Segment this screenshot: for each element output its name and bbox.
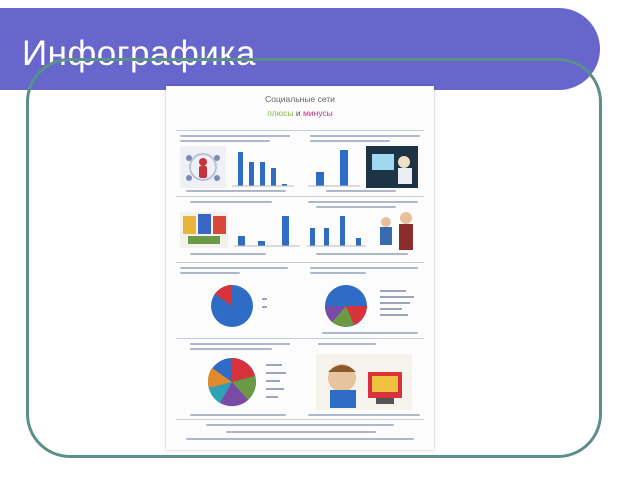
illegible-caption (316, 253, 408, 255)
family-illustration (372, 210, 420, 252)
pie-chart-1 (206, 282, 290, 330)
poster-title: Социальные сети (265, 94, 335, 104)
illegible-caption (316, 206, 396, 208)
illegible-caption (326, 190, 396, 192)
illegible-caption (310, 135, 420, 137)
illegible-caption (190, 414, 286, 416)
illegible-caption (190, 201, 272, 203)
illegible-footer-text (226, 431, 376, 433)
computer-user-illustration (366, 146, 418, 188)
illegible-caption (318, 343, 376, 345)
bar-chart-4 (306, 212, 368, 248)
poster-divider (176, 262, 424, 263)
poster-subtitle-minus: минусы (302, 108, 333, 118)
bar-chart-2 (306, 146, 362, 188)
slide-title: Инфографика (22, 34, 256, 73)
poster-subtitle-plus: плюсы (267, 108, 294, 118)
poster-divider (176, 130, 424, 131)
illegible-caption (190, 348, 272, 350)
poster-subtitle-and: и (295, 108, 301, 118)
poster-subtitle (166, 108, 434, 118)
illegible-caption (186, 190, 286, 192)
illegible-caption (310, 140, 390, 142)
illegible-caption (180, 135, 290, 137)
illegible-caption (310, 272, 366, 274)
poster-divider (176, 338, 424, 339)
app-icons-illustration (180, 212, 228, 248)
poster-divider (176, 196, 424, 197)
bar-chart-3 (232, 212, 302, 248)
illegible-caption (180, 140, 270, 142)
pie-chart-2 (322, 282, 422, 332)
illegible-caption (308, 414, 420, 416)
poster-divider (176, 419, 424, 420)
illegible-footer-text (186, 438, 414, 440)
cartoon-boy-computer-illustration (316, 354, 412, 410)
illegible-caption (190, 253, 266, 255)
bar-chart-1 (230, 146, 296, 188)
illegible-caption (310, 267, 418, 269)
illegible-caption (180, 272, 240, 274)
illegible-caption (308, 201, 418, 203)
people-illustration (180, 146, 226, 188)
illegible-caption (322, 332, 418, 334)
illegible-footer-text (206, 424, 394, 426)
infographic-poster (166, 86, 434, 450)
illegible-caption (190, 343, 290, 345)
pie-chart-3 (204, 354, 298, 410)
illegible-caption (180, 267, 288, 269)
